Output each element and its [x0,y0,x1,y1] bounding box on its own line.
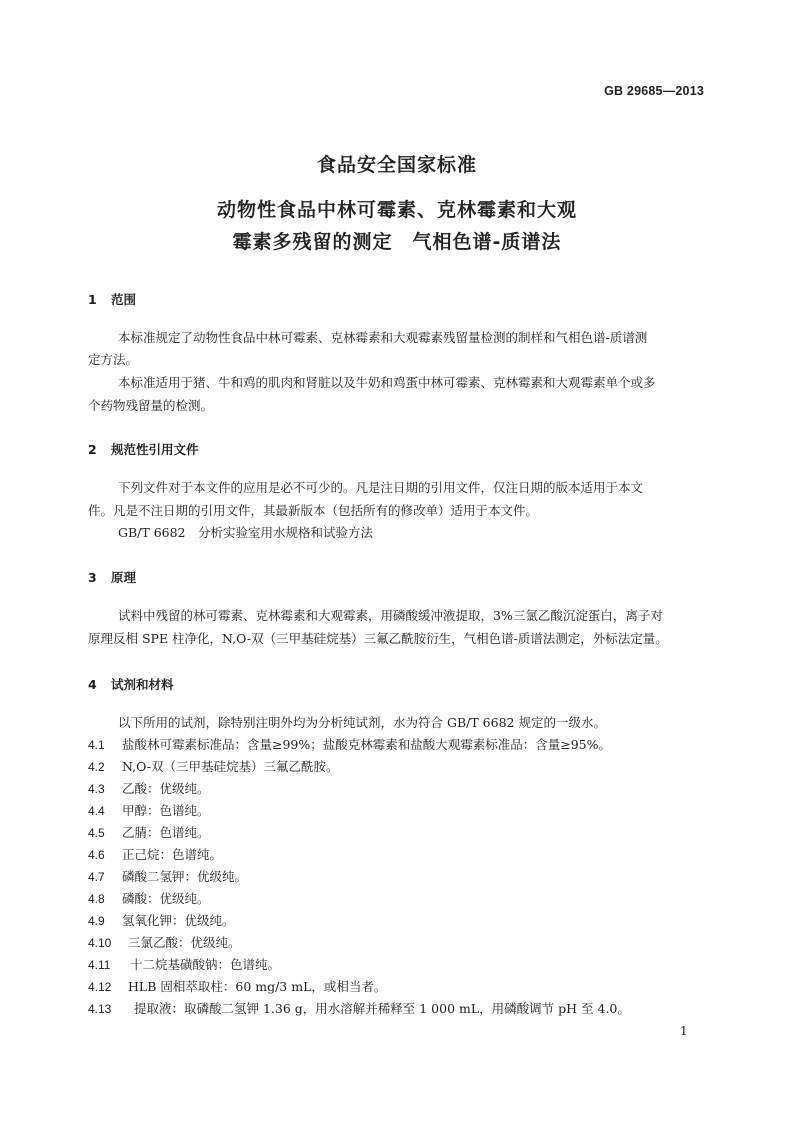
reagent-item [88,955,280,973]
section-title: 规范性引用文件 [111,442,199,457]
paragraph-line: 试料中残留的林可霉素、克林霉素和大观霉素，用磷酸缓冲液提取，3%三氯乙酸沉淀蛋白，离子对 [118,608,663,623]
reagent-item [88,735,611,753]
reagent-item [88,911,235,929]
item-number: 4.1 [88,738,105,752]
item-text: 乙腈：色谱纯。 [122,825,210,840]
item-text: N,O-双（三甲基硅烷基）三氟乙酰胺。 [122,759,339,774]
section-title: 试剂和材料 [111,677,174,692]
reagent-item [88,933,241,951]
paragraph-line: 下列文件对于本文件的应用是必不可少的。凡是注日期的引用文件，仅注日期的版本适用于本文 [118,480,644,495]
item-number: 4.5 [88,826,105,840]
section-heading-1 [88,290,136,308]
section-title: 范围 [111,292,137,307]
reagent-item [88,845,222,863]
paragraph-line: 定方法。 [88,352,139,367]
item-text: 十二烷基磺酸钠：色谱纯。 [130,957,281,972]
reagent-item [88,867,247,885]
section-heading-2 [88,440,199,458]
item-number: 4.6 [88,848,105,862]
page-number: 1 [680,1024,688,1038]
item-number: 4.9 [88,914,105,928]
item-number: 4.7 [88,870,105,884]
item-number: 4.2 [88,760,105,774]
item-text: 提取液：取磷酸二氢钾 1.36 g，用水溶解并稀释至 1 000 mL，用磷酸调节 pH 至 4.0。 [134,1001,630,1016]
item-text: 氢氧化钾：优级纯。 [122,913,235,928]
item-number: 4.11 [88,958,111,972]
item-text: 磷酸：优级纯。 [122,891,210,906]
paragraph-line: 以下所用的试剂，除特别注明外均为分析纯试剂，水为符合 GB/T 6682 规定的一级水。 [118,715,606,730]
document-title-line3: 霉素多残留的测定 气相色谱-质谱法 [232,231,562,253]
section-number: 1 [88,292,97,307]
paragraph-line: 件。凡是不注日期的引用文件，其最新版本（包括所有的修改单）适用于本文件。 [88,503,539,518]
section-number: 3 [88,570,97,585]
reagent-item [88,977,386,995]
reagent-item [88,779,210,797]
document-title-line2: 动物性食品中林可霉素、克林霉素和大观 [216,199,577,221]
reagent-item [88,889,210,907]
reagent-item [88,757,339,775]
item-number: 4.12 [88,980,112,994]
item-text: 甲醇：色谱纯。 [122,803,210,818]
section-title: 原理 [111,570,137,585]
paragraph-line: 原理反相 SPE 柱净化，N,O-双（三甲基硅烷基）三氟乙酰胺衍生，气相色谱-质谱法测定，外标法定量。 [88,631,668,646]
section-number: 2 [88,442,97,457]
item-number: 4.3 [88,782,105,796]
item-number: 4.8 [88,892,105,906]
section-heading-3 [88,568,136,586]
paragraph-line: 本标准适用于猪、牛和鸡的肌肉和肾脏以及牛奶和鸡蛋中林可霉素、克林霉素和大观霉素单个或多 [118,375,656,390]
item-text: 磷酸二氢钾：优级纯。 [122,869,248,884]
paragraph-line: 个药物残留量的检测。 [88,398,214,413]
item-number: 4.4 [88,804,105,818]
standard-number: GB 29685—2013 [604,84,704,98]
item-text: 三氯乙酸：优级纯。 [128,935,241,950]
item-text: 盐酸林可霉素标准品：含量≥99%；盐酸克林霉素和盐酸大观霉素标准品：含量≥95%。 [122,737,612,752]
item-number: 4.13 [88,1002,112,1016]
section-number: 4 [88,677,97,692]
reagent-item [88,823,210,841]
item-text: 乙酸：优级纯。 [122,781,210,796]
reagent-item [88,999,630,1017]
normative-reference: GB/T 6682 分析实验室用水规格和试验方法 [118,525,374,540]
section-heading-4 [88,675,174,693]
reagent-item [88,801,210,819]
paragraph-line: 本标准规定了动物性食品中林可霉素、克林霉素和大观霉素残留量检测的制样和气相色谱-质谱测 [118,330,648,345]
document-title-line1: 食品安全国家标准 [316,154,477,176]
item-text: 正己烷：色谱纯。 [122,847,223,862]
item-number: 4.10 [88,936,112,950]
item-text: HLB 固相萃取柱：60 mg/3 mL，或相当者。 [128,979,387,994]
